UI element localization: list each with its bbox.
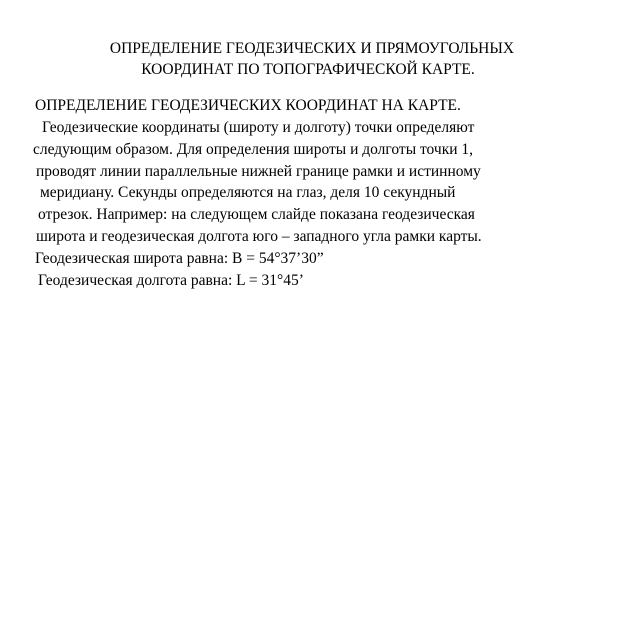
- latitude-line: Геодезическая широта равна: B = 54°37’30”: [35, 249, 324, 267]
- body-line: Геодезические координаты (широту и долготу) точки определяют: [42, 119, 475, 136]
- body-line: меридиану. Секунды определяются на глаз, деля 10 секундный: [40, 184, 456, 202]
- body-paragraph: [0, 117, 624, 291]
- page-title: [0, 38, 624, 80]
- title-line-2: КООРДИНАТ ПО ТОПОГРАФИЧЕСКОЙ КАРТЕ.: [141, 61, 475, 78]
- longitude-line: Геодезическая долгота равна: L = 31°45’: [38, 271, 304, 289]
- title-line-1: ОПРЕДЕЛЕНИЕ ГЕОДЕЗИЧЕСКИХ И ПРЯМОУГОЛЬНЫХ: [109, 40, 515, 57]
- body-line: отрезок. Например: на следующем слайде показана геодезическая: [38, 206, 475, 224]
- section-heading: ОПРЕДЕЛЕНИЕ ГЕОДЕЗИЧЕСКИХ КООРДИНАТ НА КАРТЕ.: [35, 97, 461, 114]
- body-line: широта и геодезическая долгота юго – западного угла рамки карты.: [36, 227, 482, 245]
- body-line: проводят линии параллельные нижней границе рамки и истинному: [36, 162, 481, 180]
- body-line: следующим образом. Для определения широты и долготы точки 1,: [33, 140, 474, 158]
